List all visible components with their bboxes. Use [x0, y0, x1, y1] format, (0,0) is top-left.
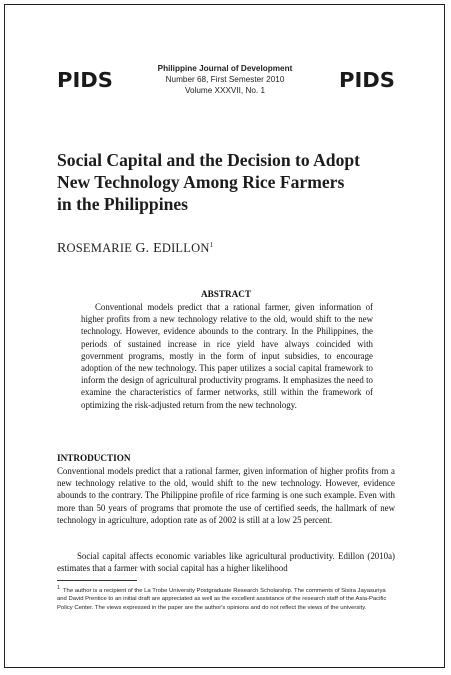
article-title [57, 149, 397, 215]
footnote-divider [57, 580, 137, 581]
pids-logo-left [57, 68, 113, 90]
author-footnote-mark: 1 [209, 241, 214, 249]
introduction-paragraph-1: Conventional models predict that a rational farmer, given information of higher profits from a new technology relative to the old, would shift to the new technology. However, evidence abounds to the contrary. The Philippine profile of rice farming is one such example. Even with more than 50 years of programs that promote the use of certified seeds, the hallmark of new technology in agriculture, adoption rate as of 2002 is still at a low 25 percent. [57, 466, 395, 525]
abstract-heading: ABSTRACT [200, 289, 252, 299]
title-line-2: New Technology Among Rice Farmers [57, 172, 345, 192]
abstract-text: Conventional models predict that a rational farmer, given information of higher profits from a new technology relative to the old, would shift to the new technology. However, evidence abounds to the contrary. In the Philippines, the periods of sustained increase in rice yield have always coincided with government programs, mostly in the form of input subsidies, to encourage adoption of the new technology. This paper utilizes a social capital framework to inform the design of agricultural productivity programs. It emphasizes the need to examine the characteristics of farmer networks, still within the framework of optimizing the risk-adjusted return from the new technology. [81, 302, 373, 410]
pids-logo-icon [57, 68, 113, 90]
logo-text: PIDS [339, 68, 395, 90]
journal-name: Philippine Journal of Development [157, 64, 293, 73]
author-name: ROSEMARIE G. EDILLON$^1$ [57, 241, 214, 257]
footnote-mark: 1 [57, 585, 60, 591]
journal-header [125, 63, 325, 96]
logo-text: PIDS [57, 68, 113, 90]
title-line-1: Social Capital and the Decision to Adopt [57, 150, 361, 170]
footnote-text: The author is a recipient of the La Trobe University Postgraduate Research Scholarship. The comments of Sisira Jayasuriya and David Prentice to an initial draft are appreciated as well as the excellent assistance of the research staff of the Asia-Pacific Policy Center. The views expressed in the paper are the author's opinions and do not reflect the views of the university. [57, 587, 387, 611]
title-line-3: in the Philippines [57, 194, 189, 214]
introduction-heading: INTRODUCTION [57, 453, 131, 463]
journal-number: Number 68, First Semester 2010 [165, 75, 285, 84]
pids-logo-icon [339, 68, 395, 90]
pids-logo-right [339, 68, 395, 90]
introduction-paragraph-2: Social capital affects economic variables like agricultural productivity. Edillon (2010a) estimates that a farmer with social capital has a higher likelihood [57, 551, 395, 574]
journal-page [4, 4, 445, 668]
journal-volume: Volume XXXVII, No. 1 [184, 86, 266, 95]
footnote [57, 584, 395, 612]
